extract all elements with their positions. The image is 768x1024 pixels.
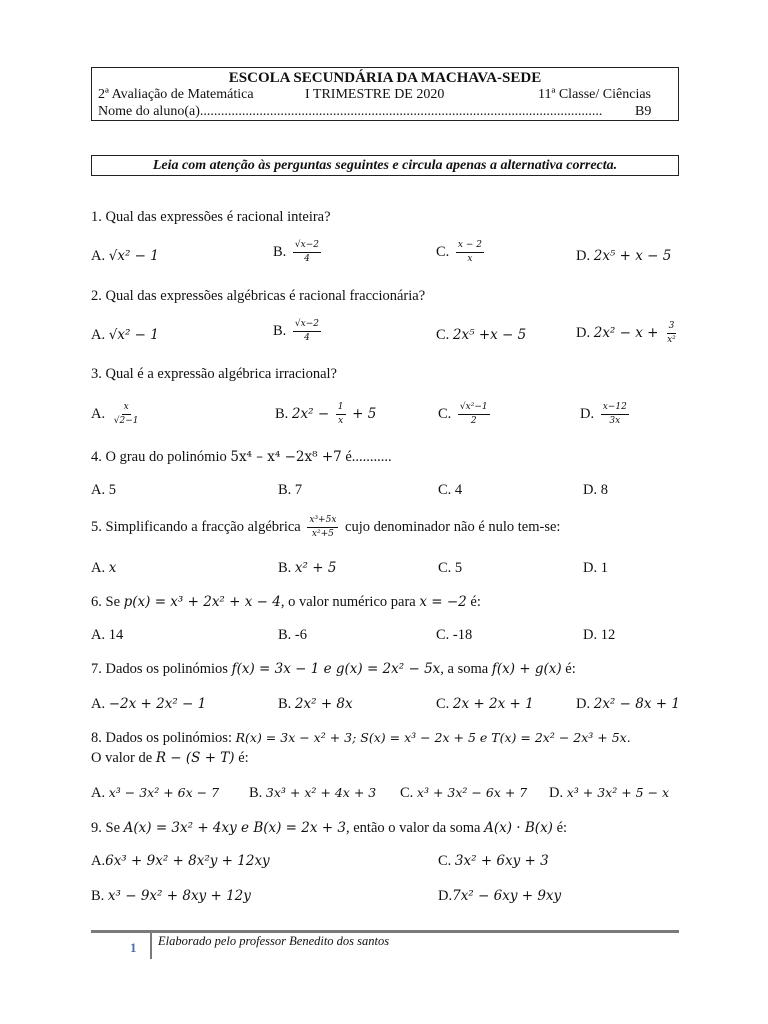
q9-option-b[interactable]: B. x³ − 9x² + 8xy + 12y [91,888,251,904]
q9-option-a[interactable]: A.6x³ + 9x² + 8x²y + 12xy [91,853,270,869]
q6-option-a[interactable]: A. 14 [91,627,124,643]
trimester-label: I TRIMESTRE DE 2020 [305,87,445,102]
school-name: ESCOLA SECUNDÁRIA DA MACHAVA-SEDE [228,70,542,86]
question-2: 2. Qual das expressões algébricas é racional fraccionária? [91,288,426,304]
question-8: 8. Dados os polinómios: R(x) = 3x − x² + 3; S(x) = x³ − 2x + 5 e T(x) = 2x² − 2x³ + 5x. [91,730,631,746]
q1-option-b[interactable]: B. $\frac{√x-2}{4}$ [273,240,319,264]
footer-divider [91,930,679,933]
q5-option-b[interactable]: B. x² + 5 [278,560,337,576]
header-box [91,67,679,121]
q8-option-d[interactable]: D. x³ + 3x² + 5 − x [549,785,670,801]
q1-option-d[interactable]: D. 2x⁵ + x − 5 [576,248,672,264]
question-6: 6. Se p(x) = x³ + 2x² + x − 4, o valor numérico para x = −2 é: [91,594,481,610]
question-7: 7. Dados os polinómios f(x) = 3x − 1 e g(x) = 2x² − 5x, a soma f(x) + g(x) é: [91,661,576,677]
footer-separator [150,933,152,959]
q8-option-a[interactable]: A. x³ − 3x² + 6x − 7 [91,785,220,801]
q7-option-d[interactable]: D. 2x² − 8x + 1 [576,696,680,712]
q3-option-d[interactable]: D. $\frac{x-12}{3x}$ [580,402,627,426]
q5-option-c[interactable]: C. 5 [438,560,463,576]
q6-option-d[interactable]: D. 12 [583,627,616,643]
instructions-box [91,155,679,176]
q4-option-a[interactable]: A. 5 [91,482,116,498]
q3-option-c[interactable]: C. $\frac{\text{√x²−1}}{2}$ [438,402,488,426]
question-8-line2: O valor de R − (S + T) é: [91,750,249,766]
q7-option-a[interactable]: A. −2x + 2x² − 1 [91,696,207,712]
q1-option-a-expr: √x² − 1 [108,248,159,264]
q6-option-c[interactable]: C. -18 [436,627,473,643]
footer-author: Elaborado pelo professor Benedito dos santos [158,934,390,948]
variant-code: B9 [635,104,652,119]
q2-option-a[interactable]: A. √x² − 1 [91,327,159,343]
question-1: 1. Qual das expressões é racional inteira? [91,209,331,225]
question-3: 3. Qual é a expressão algébrica irracional? [91,366,337,382]
q1-option-b-fraction: $\frac{√x-2}{4}$ [294,240,319,264]
class-label: 11ª Classe/ Ciências [538,87,651,102]
page-number: 1 [130,940,137,955]
q5-option-a[interactable]: A. x [91,560,117,576]
q9-option-d[interactable]: D.7x² − 6xy + 9xy [438,888,562,904]
q4-option-b[interactable]: B. 7 [278,482,303,498]
q5-option-d[interactable]: D. 1 [583,560,608,576]
q2-option-b[interactable]: B. $\frac{√x-2}{4}$ [273,319,319,343]
q6-option-b[interactable]: B. -6 [278,627,308,643]
q1-option-c-fraction: $\frac{x - 2}{x}$ [457,240,482,264]
student-name-line: Nome do aluno(a)................................................................................................................... [98,104,603,119]
q7-option-b[interactable]: B. 2x² + 8x [278,696,353,712]
q2-option-d[interactable]: D. 2x² − x + $\frac{3}{\text{x²}}$ [576,321,676,345]
q4-option-d[interactable]: D. 8 [583,482,608,498]
q9-option-c[interactable]: C. 3x² + 6xy + 3 [438,853,549,869]
question-5: 5. Simplificando a fracção algébrica $\frac{\text{x³+5x}}{\text{x²+5}}$ cujo denominador não é nulo tem-se: [91,515,561,539]
q3-option-a[interactable]: A. $\frac{x}{√2-1}$ [91,402,139,426]
q1-option-a[interactable]: A. √x² − 1 [91,248,159,264]
instructions-text: Leia com atenção às perguntas seguintes e circula apenas a alternativa correcta. [152,158,618,173]
q3-option-b[interactable]: B. 2x² − $\frac{1}{x}$ + 5 [275,402,377,426]
q1-option-c[interactable]: C. $\frac{x - 2}{x}$ [436,240,482,264]
q4-option-c[interactable]: C. 4 [438,482,463,498]
q2-option-c[interactable]: C. 2x⁵ +x − 5 [436,327,527,343]
evaluation-title: 2ª Avaliação de Matemática [98,87,254,102]
question-4: 4. O grau do polinómio 5x⁴ – x⁴ −2x⁸ +7 é........... [91,449,392,465]
question-9: 9. Se A(x) = 3x² + 4xy e B(x) = 2x + 3, então o valor da soma A(x) · B(x) é: [91,820,568,836]
q8-option-b[interactable]: B. 3x³ + x² + 4x + 3 [249,785,377,801]
q8-option-c[interactable]: C. x³ + 3x² − 6x + 7 [400,785,528,801]
q7-option-c[interactable]: C. 2x + 2x + 1 [436,696,534,712]
